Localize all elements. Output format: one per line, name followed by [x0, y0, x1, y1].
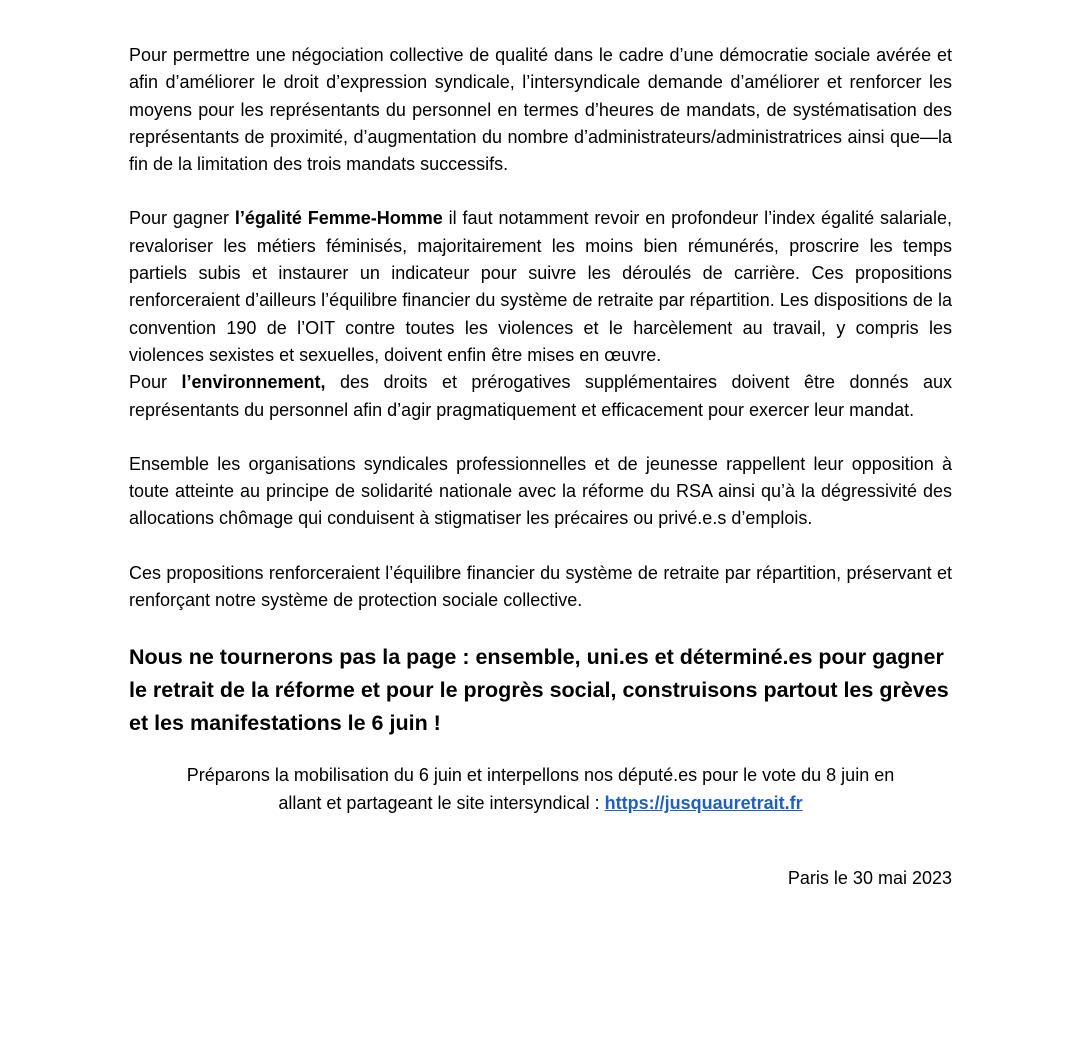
paragraph-environnement [129, 369, 952, 424]
document-page [129, 42, 952, 892]
intersyndical-site-link[interactable]: https://jusquauretrait.fr [604, 792, 803, 813]
paragraph-egalite-emphasis: l’égalité Femme-Homme [234, 208, 443, 229]
paragraph-egalite [129, 205, 952, 369]
paragraph-retraite: Ces propositions renforceraient l’équilibre financier du système de retraite par répartition, préservant et renforçant notre système de protection sociale collective. [129, 562, 952, 611]
paragraph-environnement-emphasis: l’environnement, [181, 372, 326, 393]
paragraph-egalite-intro: Pour gagner [129, 208, 235, 229]
paragraph-egalite-body: il faut notamment revoir en profondeur l’index égalité salariale, revaloriser les métiers féminisés, majoritairement les moins bien rémunérés, proscrire les temps partiels subis et instaurer un indicateur pour suivre les déroulés de carrière. Ces propositions renforceraient d’ailleurs l’équilibre financier du système de retraite par répartition. Les dispositions de la convention 190 de l’OIT contre toutes les violences et le harcèlement au travail, y compris les violences sexistes et sexuelles, doivent enfin être mises en œuvre. [129, 208, 953, 365]
mobilisation-text [129, 762, 952, 817]
callout-slogan: Nous ne tournerons pas la page : ensemble, uni.es et déterminé.es pour gagner le retrait de la réforme et pour le progrès social, construisons partout les grèves et les manifestations le 6 juin ! [129, 645, 949, 736]
paragraph-environnement-intro: Pour [129, 372, 182, 393]
paragraph-negociation: Pour permettre une négociation collective de qualité dans le cadre d’une démocratie sociale avérée et afin d’améliorer le droit d’expression syndicale, l’intersyndicale demande d’améliorer et renforcer les moyens pour les représentants du personnel en termes d’heures de mandats, de systématisation des représentants de proximité, d’augmentation du nombre d’administrateurs/administratrices ainsi que—la fin de la limitation des trois mandats successifs. [129, 45, 952, 175]
mobilisation-line1: Préparons la mobilisation du 6 juin et interpellons nos député.es pour le vote du 8 juin en [186, 765, 895, 786]
signature-date: Paris le 30 mai 2023 [787, 867, 952, 888]
mobilisation-line2: allant et partageant le site intersyndical : [278, 792, 605, 813]
paragraph-environnement-body: des droits et prérogatives supplémentaires doivent être donnés aux représentants du personnel afin d’agir pragmatiquement et efficacement pour exercer leur mandat. [129, 372, 952, 420]
paragraph-solidarite: Ensemble les organisations syndicales professionnelles et de jeunesse rappellent leur opposition à toute atteinte au principe de solidarité nationale avec la réforme du RSA ainsi qu’à la dégressivité des allocations chômage qui conduisent à stigmatiser les précaires ou privé.e.s d’emplois. [129, 453, 952, 529]
